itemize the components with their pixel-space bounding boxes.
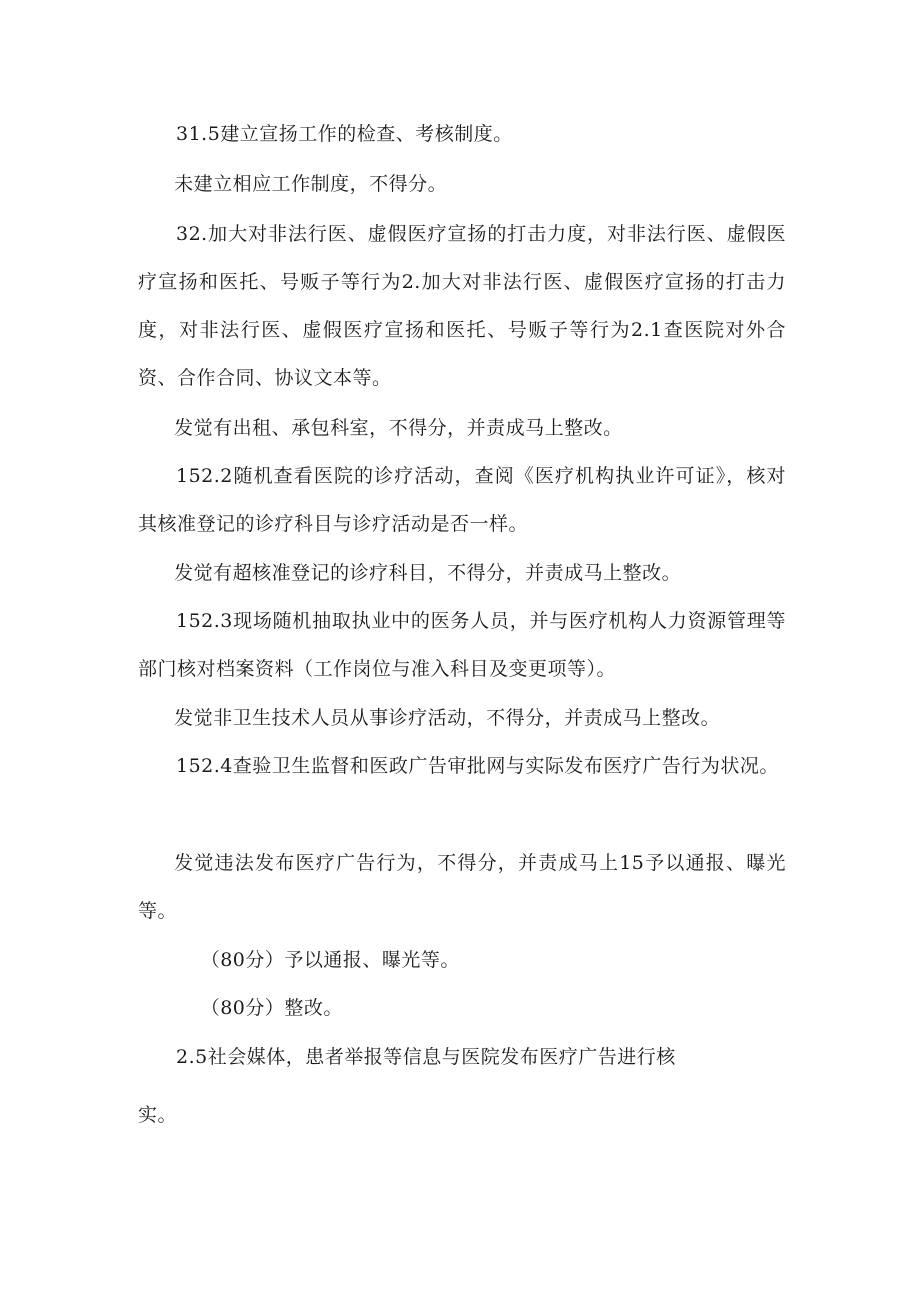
paragraph-152-4: 152.4查验卫生监督和医政广告审批网与实际发布医疗广告行为状况。 xyxy=(176,755,779,777)
paragraph-2-5-continued: 实。 xyxy=(138,1104,178,1126)
paragraph-2-5: 2.5社会媒体，患者举报等信息与医院发布医疗广告进行核 xyxy=(176,1046,676,1068)
paragraph-non-medical-staff: 发觉非卫生技术人员从事诊疗活动，不得分，并责成马上整改。 xyxy=(174,707,721,729)
paragraph-152-3: 152.3现场随机抽取执业中的医务人员，并与医疗机构人力资源管理等部门核对档案资料（工作岗位与准入科目及变更项等）。 xyxy=(138,610,786,680)
paragraph-no-system: 未建立相应工作制度，不得分。 xyxy=(174,173,448,195)
paragraph-152-2: 152.2随机查看医院的诊疗活动，查阅《医疗机构执业许可证》，核对其核准登记的诊疗科目与诊疗活动是否一样。 xyxy=(138,465,786,535)
paragraph-over-scope: 发觉有超核准登记的诊疗科目，不得分，并责成马上整改。 xyxy=(174,562,682,584)
paragraph-31-5: 31.5建立宣扬工作的检查、考核制度。 xyxy=(176,123,513,145)
paragraph-rental: 发觉有出租、承包科室，不得分，并责成马上整改。 xyxy=(174,417,623,439)
paragraph-80-points-report: （80分）予以通报、曝光等。 xyxy=(200,949,460,971)
paragraph-32: 32.加大对非法行医、虚假医疗宣扬的打击力度，对非法行医、虚假医疗宣扬和医托、号贩子等行为2.加大对非法行医、虚假医疗宣扬的打击力度，对非法行医、虚假医疗宣扬和医托、号贩子等行为2.1查医院对外合资、合作合同、协议文本等。 xyxy=(138,223,786,389)
paragraph-illegal-ads: 发觉违法发布医疗广告行为，不得分，并责成马上15予以通报、曝光等。 xyxy=(138,852,786,922)
paragraph-80-points-rectify: （80分）整改。 xyxy=(200,997,343,1019)
